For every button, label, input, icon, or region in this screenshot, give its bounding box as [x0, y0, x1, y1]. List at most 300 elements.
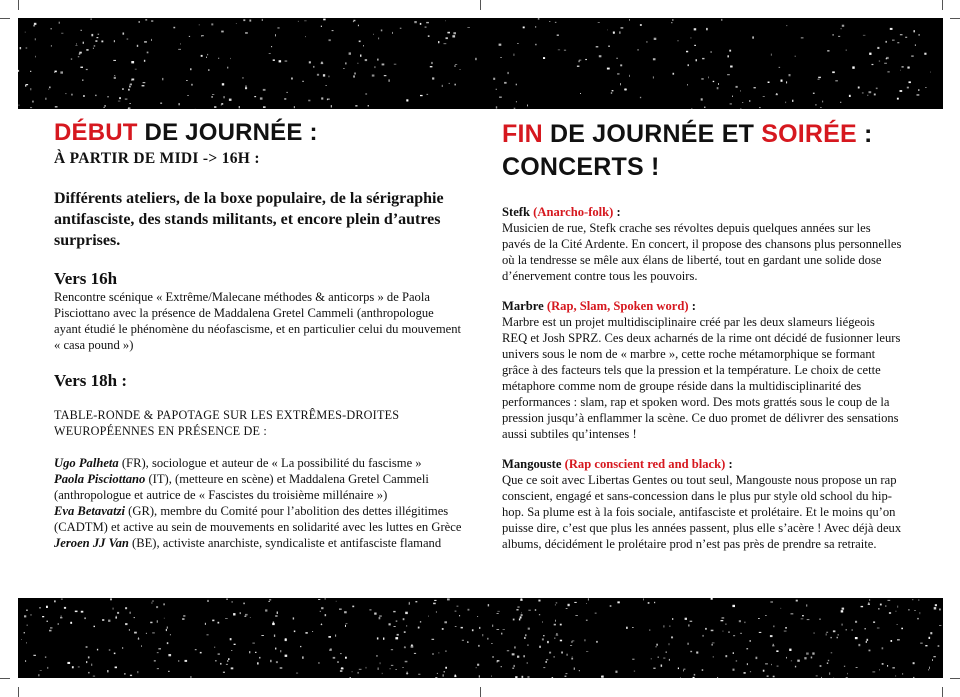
texture-speck [585, 59, 587, 60]
texture-speck [822, 101, 823, 103]
texture-speck [224, 96, 225, 98]
texture-speck [658, 657, 660, 658]
texture-speck [632, 659, 634, 660]
texture-speck [205, 623, 206, 625]
texture-speck [784, 631, 787, 632]
texture-speck [435, 677, 437, 678]
texture-speck [887, 665, 888, 667]
texture-speck [555, 620, 556, 622]
texture-speck [229, 99, 232, 101]
texture-speck [844, 666, 845, 667]
texture-speck [25, 32, 26, 33]
texture-speck [568, 604, 570, 606]
texture-speck [49, 89, 50, 90]
texture-speck [821, 677, 822, 678]
texture-speck [833, 630, 836, 632]
texture-speck [820, 665, 822, 667]
texture-speck [79, 52, 82, 54]
texture-speck [765, 615, 766, 616]
texture-speck [26, 48, 28, 49]
texture-speck [701, 78, 703, 79]
texture-speck [696, 59, 698, 61]
texture-speck [666, 652, 667, 653]
texture-speck [383, 638, 384, 640]
texture-speck [527, 677, 529, 678]
texture-speck [405, 661, 408, 663]
texture-speck [739, 620, 741, 622]
texture-speck [243, 603, 245, 605]
texture-speck [909, 609, 910, 610]
texture-speck [312, 631, 313, 632]
texture-speck [201, 35, 204, 36]
texture-speck [815, 105, 817, 106]
texture-speck [607, 30, 608, 31]
texture-speck [343, 68, 344, 69]
speaker-name: Jeroen JJ Van [54, 536, 129, 550]
texture-speck [462, 640, 464, 641]
texture-speck [212, 94, 214, 95]
texture-speck [900, 34, 903, 35]
vers16-text: Rencontre scénique « Extrême/Malecane méthodes & anticorps » de Paola Pisciottano avec la présence de Maddalena Gretel Cammeli (anthropologue ayant étudié le phénomène du néofascisme, et en particulier celui du mouvement « casa pound ») [54, 290, 462, 352]
texture-speck [119, 97, 121, 99]
texture-speck [612, 90, 614, 91]
texture-speck [325, 85, 327, 86]
texture-speck [833, 34, 834, 35]
texture-speck [389, 623, 391, 625]
texture-speck [208, 69, 209, 70]
texture-speck [54, 72, 55, 73]
texture-speck [146, 633, 147, 634]
texture-speck [329, 76, 330, 78]
texture-speck [842, 25, 844, 27]
texture-speck [147, 52, 149, 54]
act-text: Que ce soit avec Libertas Gentes ou tout seul, Mangouste nous propose un rap conscient, engagé et sans-concession dans le plus pur style old school du hip-hop. Sa plume est à la fois sociale, antifasciste et prolétaire. Et le moins qu’on puisse dire, c’est que plus les années passent, plus elle s’acère ! Avec déjà deux albums, décidément le prolétaire prod n’est pas près de prendre sa retraite. [502, 473, 902, 551]
left-title-red: DÉBUT [54, 119, 138, 146]
texture-speck [434, 600, 436, 601]
texture-speck [425, 27, 427, 28]
texture-speck [925, 645, 927, 646]
texture-speck [514, 646, 515, 648]
texture-speck [83, 95, 85, 96]
texture-speck [750, 640, 751, 642]
texture-speck [524, 637, 526, 639]
texture-speck [400, 28, 402, 29]
texture-speck [872, 64, 874, 65]
texture-speck [130, 675, 132, 676]
texture-speck [538, 600, 540, 602]
texture-speck [404, 646, 405, 647]
texture-speck [856, 667, 858, 668]
texture-speck [514, 54, 515, 56]
texture-speck [663, 625, 664, 627]
texture-speck [771, 54, 772, 56]
texture-speck [786, 657, 787, 659]
texture-speck [491, 643, 493, 644]
texture-speck [138, 638, 139, 640]
texture-speck [50, 28, 52, 29]
texture-speck [61, 33, 63, 34]
texture-speck [617, 601, 619, 603]
texture-speck [455, 611, 457, 612]
texture-speck [418, 627, 420, 629]
right-title-red-2: SOIRÉE [761, 120, 857, 148]
texture-speck [249, 20, 251, 22]
texture-speck [497, 611, 499, 612]
texture-speck [380, 662, 381, 664]
texture-speck [200, 652, 202, 654]
texture-speck [226, 599, 227, 601]
texture-speck [717, 677, 718, 678]
texture-speck [27, 625, 28, 626]
texture-speck [773, 644, 774, 646]
texture-speck [444, 671, 445, 673]
texture-speck [230, 638, 232, 640]
texture-speck [134, 617, 135, 618]
texture-speck [728, 631, 729, 633]
texture-speck [804, 657, 806, 659]
texture-speck [135, 69, 137, 70]
texture-speck [736, 660, 737, 661]
texture-speck [269, 599, 271, 600]
texture-speck [245, 614, 248, 616]
act-colon: : [725, 457, 733, 471]
texture-speck [693, 677, 695, 678]
texture-speck [218, 653, 220, 654]
texture-speck [488, 604, 489, 606]
texture-speck [897, 42, 899, 43]
texture-speck [913, 677, 914, 678]
texture-speck [30, 71, 31, 72]
texture-speck [208, 600, 209, 602]
texture-speck [554, 624, 556, 626]
texture-speck [143, 82, 146, 83]
texture-speck [477, 664, 479, 666]
texture-speck [572, 641, 573, 642]
texture-speck [801, 619, 804, 620]
texture-speck [173, 27, 175, 29]
texture-speck [409, 602, 410, 604]
texture-speck [556, 635, 559, 636]
texture-speck [479, 627, 480, 629]
texture-speck [892, 667, 895, 669]
texture-speck [81, 30, 82, 31]
texture-speck [391, 649, 393, 650]
texture-speck [231, 667, 234, 669]
texture-speck [727, 55, 729, 57]
texture-speck [932, 659, 933, 661]
texture-speck [218, 622, 220, 624]
texture-speck [372, 75, 375, 77]
texture-speck [924, 53, 926, 55]
texture-speck [539, 614, 540, 615]
texture-speck [902, 66, 904, 68]
texture-speck [733, 635, 735, 636]
texture-speck [619, 31, 621, 33]
texture-speck [402, 667, 404, 668]
texture-speck [691, 108, 692, 109]
texture-speck [378, 668, 379, 670]
texture-speck [71, 94, 72, 96]
texture-speck [433, 603, 436, 605]
texture-speck [718, 83, 719, 84]
texture-speck [178, 49, 181, 50]
texture-speck [688, 64, 689, 66]
texture-speck [357, 63, 358, 64]
texture-speck [654, 38, 657, 40]
texture-speck [900, 90, 903, 92]
texture-speck [114, 653, 116, 655]
texture-speck [467, 27, 470, 28]
texture-speck [420, 95, 423, 96]
texture-speck [183, 615, 185, 616]
texture-speck [163, 603, 165, 605]
texture-speck [211, 96, 212, 98]
texture-speck [493, 78, 495, 80]
texture-speck [773, 676, 775, 678]
texture-speck [711, 644, 713, 646]
texture-speck [415, 601, 417, 602]
texture-speck [884, 63, 887, 64]
texture-speck [35, 56, 36, 58]
texture-speck [806, 653, 809, 655]
texture-speck [158, 648, 161, 649]
texture-speck [323, 19, 325, 21]
texture-speck [427, 94, 429, 95]
texture-speck [643, 598, 644, 600]
speaker-list [54, 455, 464, 551]
crop-mark [950, 678, 960, 679]
texture-speck [872, 671, 875, 672]
texture-speck [60, 71, 63, 73]
act-text: Marbre est un projet multidisciplinaire créé par les deux slameurs liégeois REQ et Josh SPRZ. Ces deux acharnés de la rime ont décidé de fusionner leurs univers sous le nom de « marbre », cette roche métamorphique se formant grâce à des facteurs tels que la pression et la température. Le choix de cette métaphore comme nom de groupe réside dans la multidisciplinarité des performances : slam, rap et spoken word. Des mots grattés sous le coup de la pression jusqu’à enflammer la scène. Ce duo promet de délivrer des sensations aussi subtiles qu’intenses ! [502, 315, 901, 441]
texture-speck [117, 612, 119, 614]
texture-speck [634, 671, 635, 672]
texture-speck [78, 56, 80, 57]
texture-speck [245, 87, 247, 89]
texture-speck [276, 661, 278, 663]
texture-speck [601, 676, 602, 677]
texture-speck [128, 89, 130, 91]
texture-speck [76, 43, 77, 44]
texture-speck [733, 669, 735, 671]
texture-speck [242, 78, 244, 79]
texture-speck [838, 36, 840, 37]
vers16-heading: Vers 16h [54, 269, 118, 288]
texture-speck [620, 83, 621, 85]
texture-speck [24, 615, 26, 617]
act-title [502, 204, 902, 220]
texture-speck [243, 19, 245, 21]
texture-speck [420, 621, 421, 622]
texture-speck [394, 626, 396, 627]
top-banner [18, 18, 943, 109]
texture-speck [107, 670, 108, 672]
texture-speck [227, 660, 228, 662]
texture-speck [102, 619, 104, 621]
texture-speck [359, 41, 361, 43]
right-title-line2: CONCERTS ! [502, 153, 660, 181]
texture-speck [863, 35, 866, 36]
bottom-banner [18, 598, 943, 678]
texture-speck [83, 42, 84, 44]
texture-speck [257, 662, 259, 664]
texture-speck [930, 72, 931, 73]
speaker-name: Paola Pisciottano [54, 472, 146, 486]
texture-speck [162, 78, 163, 80]
texture-speck [476, 667, 477, 668]
texture-speck [94, 45, 96, 46]
texture-speck [759, 632, 762, 633]
texture-speck [543, 635, 544, 636]
texture-speck [65, 93, 66, 94]
texture-speck [321, 97, 323, 99]
texture-speck [849, 95, 851, 97]
texture-speck [353, 75, 355, 77]
texture-speck [418, 674, 420, 675]
texture-speck [774, 626, 775, 628]
texture-speck [864, 628, 866, 629]
texture-speck [771, 664, 772, 665]
texture-speck [842, 624, 843, 626]
texture-speck [134, 632, 137, 634]
texture-speck [336, 601, 337, 602]
texture-speck [935, 604, 937, 606]
texture-speck [487, 638, 489, 640]
texture-speck [869, 650, 871, 652]
texture-speck [868, 604, 870, 605]
texture-speck [374, 613, 376, 615]
texture-speck [939, 609, 940, 611]
texture-speck [785, 102, 786, 104]
texture-speck [384, 75, 387, 76]
texture-speck [214, 647, 215, 648]
texture-speck [759, 107, 761, 108]
texture-speck [721, 620, 724, 621]
texture-speck [620, 64, 622, 66]
texture-speck [918, 599, 919, 600]
texture-speck [651, 658, 652, 659]
texture-speck [294, 631, 296, 633]
texture-speck [566, 608, 568, 609]
texture-speck [439, 652, 440, 653]
texture-speck [304, 21, 306, 22]
texture-speck [555, 605, 556, 606]
texture-speck [436, 611, 437, 612]
texture-speck [445, 667, 447, 669]
texture-speck [879, 61, 880, 62]
texture-speck [838, 634, 839, 635]
texture-speck [232, 601, 233, 603]
texture-speck [211, 23, 213, 25]
texture-speck [91, 34, 93, 36]
crop-mark [18, 0, 19, 10]
texture-speck [75, 45, 77, 46]
texture-speck [187, 95, 189, 96]
texture-speck [447, 32, 450, 34]
texture-speck [138, 637, 139, 638]
texture-speck [861, 606, 864, 607]
texture-speck [557, 35, 559, 36]
texture-speck [55, 106, 58, 107]
texture-speck [130, 84, 131, 86]
texture-speck [886, 58, 887, 59]
texture-speck [327, 99, 328, 101]
texture-speck [97, 649, 98, 651]
texture-speck [767, 676, 769, 677]
texture-speck [580, 93, 581, 94]
texture-speck [546, 660, 548, 661]
texture-speck [539, 646, 541, 648]
bottom-banner-texture [18, 598, 943, 678]
crop-mark [942, 0, 943, 10]
texture-speck [727, 74, 730, 75]
texture-speck [873, 622, 875, 623]
texture-speck [320, 611, 321, 612]
speaker-desc: (IT), (metteure en scène) et Maddalena Gretel Cammeli (anthropologue et autrice de « Fascistes du troisième millénaire ») [54, 472, 429, 502]
texture-speck [765, 664, 768, 665]
texture-speck [902, 673, 903, 674]
texture-speck [446, 37, 448, 39]
texture-speck [915, 44, 916, 46]
texture-speck [25, 85, 26, 87]
texture-speck [914, 610, 916, 611]
texture-speck [26, 84, 29, 85]
texture-speck [141, 645, 142, 647]
texture-speck [38, 674, 39, 676]
texture-speck [108, 620, 110, 622]
texture-speck [528, 610, 530, 611]
texture-speck [459, 615, 460, 616]
texture-speck [713, 656, 714, 657]
texture-speck [437, 673, 438, 674]
texture-speck [516, 101, 517, 102]
texture-speck [294, 106, 295, 108]
texture-speck [353, 21, 354, 22]
texture-speck [122, 88, 124, 89]
texture-speck [655, 647, 657, 648]
texture-speck [128, 107, 130, 109]
texture-speck [835, 80, 838, 81]
texture-speck [113, 60, 116, 61]
texture-speck [114, 77, 116, 79]
texture-speck [144, 41, 147, 43]
texture-speck [233, 613, 235, 615]
texture-speck [263, 106, 266, 107]
texture-speck [331, 105, 332, 107]
texture-speck [88, 656, 90, 658]
texture-speck [168, 654, 171, 656]
texture-speck [115, 617, 117, 619]
texture-speck [71, 622, 72, 623]
texture-speck [379, 616, 382, 617]
texture-speck [222, 83, 224, 85]
texture-speck [828, 660, 829, 661]
texture-speck [918, 89, 919, 91]
texture-speck [349, 52, 351, 54]
texture-speck [167, 642, 169, 644]
texture-speck [285, 61, 288, 62]
texture-speck [740, 633, 742, 634]
texture-speck [900, 70, 901, 71]
texture-speck [168, 671, 170, 672]
texture-speck [190, 68, 191, 70]
texture-speck [696, 652, 698, 654]
texture-speck [332, 30, 334, 31]
texture-speck [157, 668, 159, 669]
texture-speck [661, 665, 663, 667]
texture-speck [749, 100, 750, 101]
texture-speck [880, 604, 882, 606]
